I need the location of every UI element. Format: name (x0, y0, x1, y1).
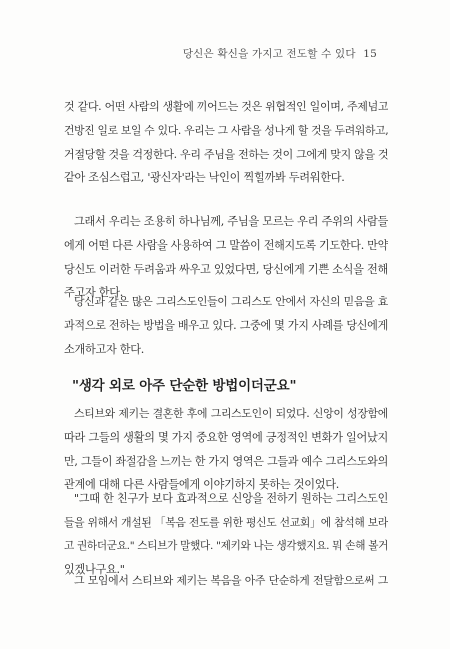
page-number: 15 (363, 48, 377, 60)
text-line: 관계에 대해 다른 사람들에게 이야기하지 못하는 것이었다. (64, 478, 339, 492)
text-line: 고 권하더군요." 스티브가 말했다. "제키와 나는 생각했지요. 뭐 손해 볼거 (64, 539, 388, 552)
paragraph-1 (64, 95, 388, 190)
text-line: 에게 어떤 다른 사람을 사용하여 그 말씀이 전해지도록 기도한다. 만약 (64, 238, 388, 252)
section-heading: "생각 외로 아주 단순한 방법이더군요" (72, 378, 297, 394)
paragraph-3 (64, 290, 388, 361)
text-line: 것 같다. 어떤 사람의 생활에 끼어드는 것은 위협적인 일이며, 주제넘고 (64, 100, 388, 113)
text-line: 당신과 같은 많은 그리스도인들이 그리스도 안에서 자신의 믿음을 효 (74, 295, 388, 308)
text-line: 당신도 이러한 두려움과 싸우고 있었다면, 당신에게 기쁜 소식을 전해 (64, 262, 388, 276)
text-line: 있겠나구요." (64, 563, 125, 577)
running-head (183, 46, 377, 61)
text-line: 들을 위해서 개설된 「복음 전도를 위한 평신도 선교회」에 참석해 보라 (64, 515, 388, 529)
text-line: "그때 한 친구가 보다 효과적으로 신앙을 전하기 원하는 그리스도인 (74, 492, 388, 505)
paragraph-6 (64, 569, 388, 593)
paragraph-4 (64, 402, 388, 497)
paragraph-5 (64, 487, 388, 582)
text-line: 만, 그들이 좌절감을 느끼는 한 가지 영역은 그들과 예수 그리스도와의 (64, 454, 388, 468)
text-line: 주고자 한다. (64, 286, 124, 300)
text-line: 그 모임에서 스티브와 제키는 복음을 아주 단순하게 전달함으로써 그 (74, 574, 388, 587)
running-title: 당신은 확신을 가지고 전도할 수 있다 (182, 48, 356, 60)
text-line: 거절당할 것을 걱정한다. 우리 주님을 전하는 것이 그에게 맞지 않을 것 (64, 147, 388, 161)
text-line: 그래서 우리는 조용히 하나님께, 주님을 모르는 우리 주위의 사람들 (74, 215, 388, 228)
text-line: 소개하고자 한다. (64, 342, 145, 356)
text-line: 건방진 일로 보일 수 있다. 우리는 그 사람을 성나게 할 것을 두려워하고, (64, 123, 388, 137)
text-line: 같아 조심스럽고, '광신자'라는 낙인이 찍힐까봐 두려워한다. (64, 171, 345, 185)
text-line: 따라 그들의 생활의 몇 가지 중요한 영역에 긍정적인 변화가 일어났지 (64, 430, 388, 444)
text-line: 스티브와 제키는 결혼한 후에 그리스도인이 되었다. 신앙이 성장함에 (74, 407, 388, 420)
text-line: 과적으로 전하는 방법을 배우고 있다. 그중에 몇 가지 사례를 당신에게 (64, 318, 388, 332)
